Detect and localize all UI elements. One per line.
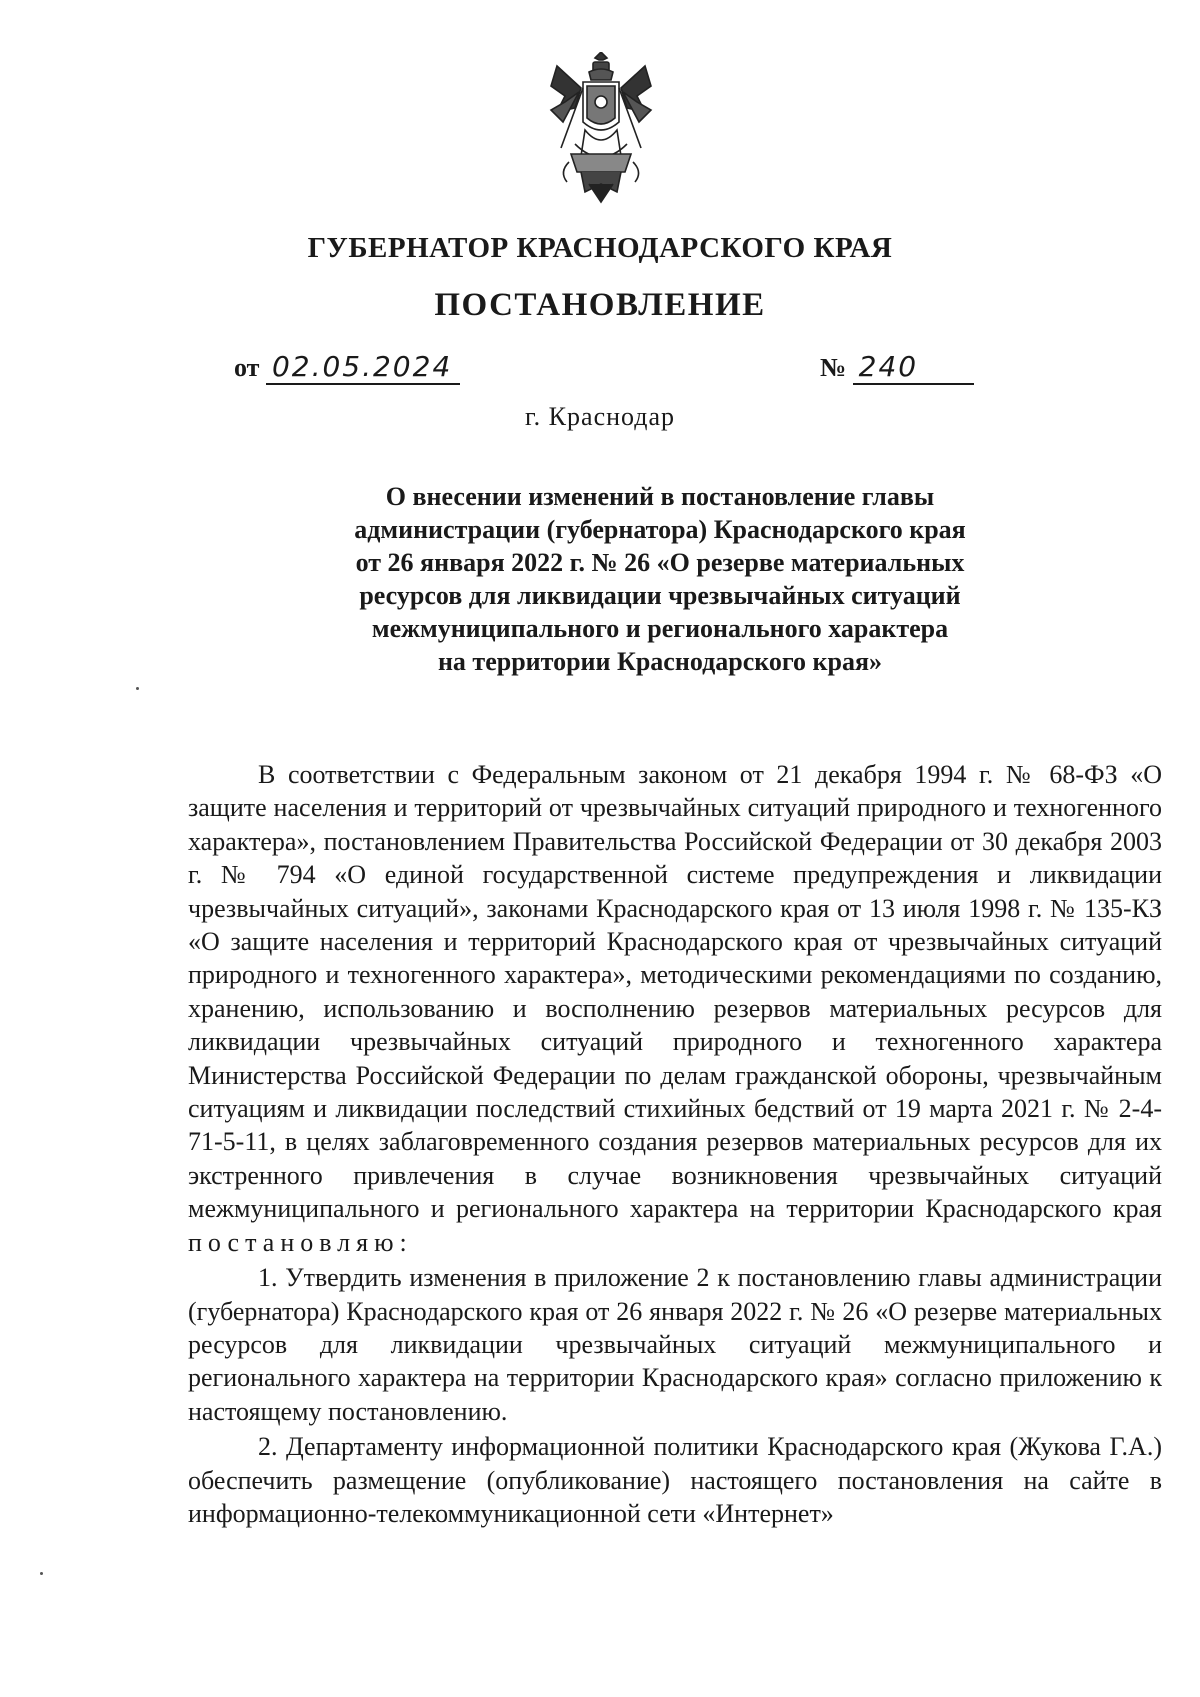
- title-line: ресурсов для ликвидации чрезвычайных ситуаций: [359, 581, 961, 610]
- date-handwritten: 02.05.2024: [266, 350, 460, 385]
- title-line: администрации (губернатора) Краснодарского края: [354, 515, 966, 544]
- item-2-paragraph: 2. Департаменту информационной политики Краснодарского края (Жукова Г.А.) обеспечить размещение (опубликование) настоящего постановления на сайте в информационно-телекоммуникационной сети «Интернет»: [188, 1432, 1162, 1528]
- item-1-paragraph: 1. Утвердить изменения в приложение 2 к постановлению главы администрации (губернатора) Краснодарского края от 26 января 2022 г. № 26 «О резерве материальных ресурсов для ликвидации чрезвычайных ситуаций межмуниципального и регионального характера на территории Краснодарского края» согласно приложению к настоящему постановлению.: [188, 1263, 1162, 1426]
- title-line: межмуниципального и регионального характера: [371, 614, 949, 643]
- title-line: на территории Краснодарского края»: [437, 647, 883, 676]
- document-title: [300, 480, 1020, 678]
- document-date: [234, 350, 460, 385]
- number-prefix: №: [820, 353, 847, 382]
- scan-speck: [40, 1572, 43, 1575]
- coat-of-arms-emblem: [545, 52, 657, 204]
- date-prefix: от: [234, 353, 260, 382]
- preamble-text: В соответствии с Федеральным законом от 21 декабря 1994 г. № 68-ФЗ «О защите населения и территорий от чрезвычайных ситуаций природного и техногенного характера», постановлением Правительства Российской Федерации от 30 декабря 2003 г. № 794 «О единой государственной системе предупреждения и ликвидации чрезвычайных ситуаций», законами Краснодарского края от 13 июля 1998 г. № 135-КЗ «О защите населения и территорий Краснодарского края от чрезвычайных ситуаций природного и техногенного характера», методическими рекомендациями по созданию, хранению, использованию и восполнению резервов материальных ресурсов для ликвидации чрезвычайных ситуаций природного и техногенного характера Министерства Российской Федерации по делам гражданской обороны, чрезвычайным ситуациям и ликвидации последствий стихийных бедствий от 19 марта 2021 г. № 2-4-71-5-11, в целях заблаговременного создания резервов материальных ресурсов для их экстренного привлечения в случае возникновения чрезвычайных ситуаций межмуниципального и регионального характера на территории Краснодарского края: [188, 760, 1162, 1224]
- document-body: [188, 758, 1162, 1532]
- city-name: г. Краснодар: [524, 402, 676, 431]
- title-line: от 26 января 2022 г. № 26 «О резерве материальных: [355, 548, 965, 577]
- scan-speck: [136, 687, 139, 690]
- issuing-authority: ГУБЕРНАТОР КРАСНОДАРСКОГО КРАЯ: [307, 232, 893, 264]
- document-type: ПОСТАНОВЛЕНИЕ: [434, 287, 766, 323]
- number-handwritten: 240: [853, 350, 974, 385]
- preamble-paragraph: [188, 758, 1162, 1259]
- decree-word: постановляю:: [188, 1227, 413, 1257]
- document-number: [820, 350, 974, 385]
- title-line: О внесении изменений в постановление главы: [385, 482, 935, 511]
